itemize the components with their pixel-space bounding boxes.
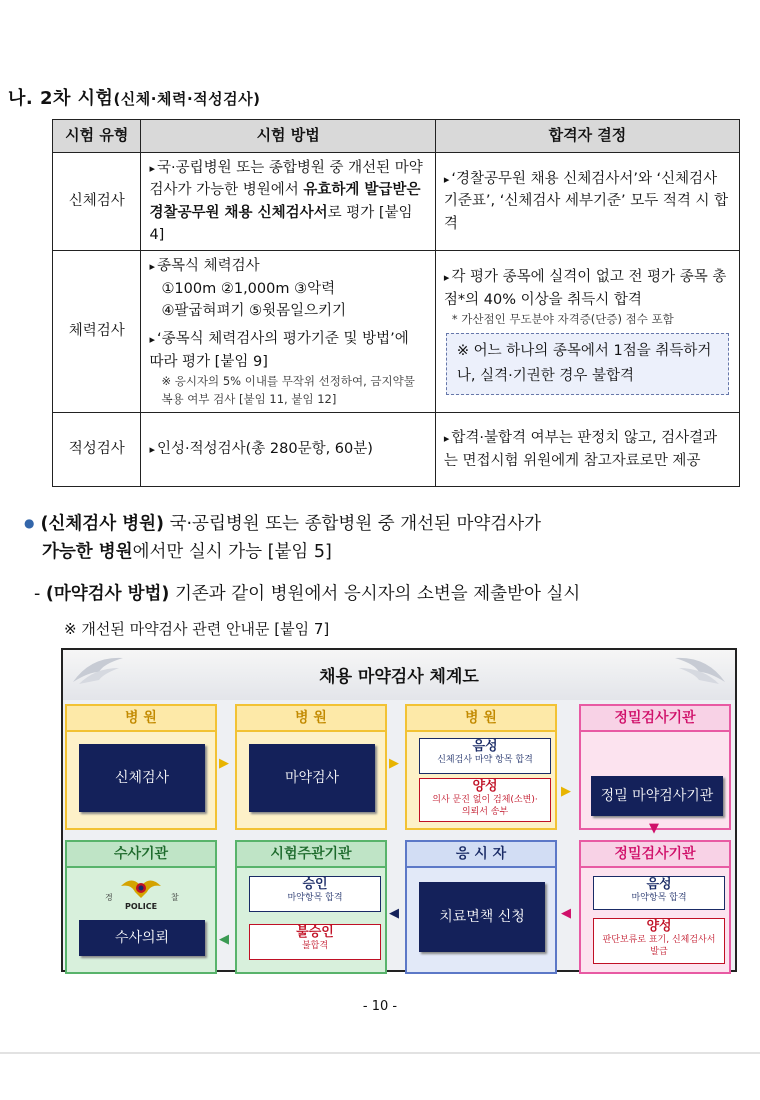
row-type: 적성검사 <box>53 413 141 487</box>
flow-node-hospital-result: 병 원 음성 신체검사 마약 항목 합격 양성 의사 문진 없이 검체(소변)·의뢰서 송부 <box>405 704 557 830</box>
table-row <box>53 153 740 251</box>
page-number: - 10 - <box>362 999 398 1014</box>
row-decision: ▸ 각 평가 종목에 실격이 없고 전 평가 종목 총점*의 40% 이상을 취득시 합격 * 가산점인 무도분야 자격증(단증) 점수 포함 ※ 어느 하나의 종목에서 1점을 취득하거나, 실격·기권한 경우 불합격 <box>435 251 739 413</box>
flow-node-exam-authority: 시험주관기관 승인 마약항목 합격 불승인 불합격 <box>235 840 387 974</box>
divider <box>0 1052 760 1054</box>
arrow-left-icon: ◀ <box>219 932 229 947</box>
result-positive: 양성 판단보류로 표기, 신체검사서 발급 <box>593 918 725 964</box>
result-negative: 음성 마약항목 합격 <box>593 876 725 910</box>
note-box: ※ 어느 하나의 종목에서 1점을 취득하거나, 실격·기권한 경우 불합격 <box>446 333 729 394</box>
arrow-left-icon: ◀ <box>389 906 399 921</box>
arrow-left-icon: ◀ <box>561 906 571 921</box>
paragraph-note: ※ 개선된 마약검사 관련 안내문 [붙임 7] <box>64 620 330 638</box>
exam-table <box>52 119 740 487</box>
section-title-sub: (신체·체력·적성검사) <box>113 90 261 108</box>
result-positive: 양성 의사 문진 없이 검체(소변)·의뢰서 송부 <box>419 778 551 822</box>
row-method: ▸ 인성·적성검사(총 280문항, 60분) <box>141 413 435 487</box>
result-reject: 불승인 불합격 <box>249 924 381 960</box>
header-method: 시험 방법 <box>141 120 435 153</box>
flow-title: 채용 마약검사 체계도 <box>319 667 479 687</box>
flow-diagram <box>61 648 737 972</box>
bullet-dot-icon: ● <box>24 516 35 531</box>
header-decision: 합격자 결정 <box>435 120 739 153</box>
flow-node-precision-lab: 정밀검사기관 정밀 마약검사기관 <box>579 704 731 830</box>
table-row <box>53 251 740 413</box>
section-title <box>8 84 260 110</box>
paragraph-hospital: ● (신체검사 병원) 국·공립병원 또는 종합병원 중 개선된 마약검사가 가능한 병원에서만 실시 가능 [붙임 5] <box>24 514 542 562</box>
arrow-down-icon: ▼ <box>649 821 659 836</box>
flow-node-applicant: 응 시 자 치료면책 신청 <box>405 840 557 974</box>
flow-node-police: 수사기관 경 찰 POLICE 수사의뢰 <box>65 840 217 974</box>
row-decision: ▸ 합격·불합격 여부는 판정치 않고, 검사결과는 면접시험 위원에게 참고자료로만 제공 <box>435 413 739 487</box>
flow-node-hospital-physical: 병 원 신체검사 <box>65 704 217 830</box>
section-title-main: 나. 2차 시험 <box>8 88 114 109</box>
table-header-row <box>53 120 740 153</box>
paragraph-method: - (마약검사 방법) 기존과 같이 병원에서 응시자의 소변을 제출받아 실시 <box>34 584 581 604</box>
result-negative: 음성 신체검사 마약 항목 합격 <box>419 738 551 774</box>
flow-node-precision-lab-result: 정밀검사기관 음성 마약항목 합격 양성 판단보류로 표기, 신체검사서 발급 <box>579 840 731 974</box>
row-type: 신체검사 <box>53 153 141 251</box>
header-type: 시험 유형 <box>53 120 141 153</box>
police-emblem-icon <box>119 874 163 902</box>
result-approve: 승인 마약항목 합격 <box>249 876 381 912</box>
arrow-right-icon: ▶ <box>561 784 571 799</box>
flow-node-hospital-drug: 병 원 마약검사 <box>235 704 387 830</box>
method-text: ▸ 국·공립병원 또는 종합병원 중 개선된 마약검사가 가능한 병원에서 유효하게 발급받은 경찰공무원 채용 신체검사서로 평가 [붙임 4] <box>149 157 426 247</box>
row-decision: ▸ ‘경찰공무원 채용 신체검사서’와 ‘신체검사 기준표’, ‘신체검사 세부기준’ 모두 적격 시 합격 <box>435 153 739 251</box>
row-type: 체력검사 <box>53 251 141 413</box>
arrow-right-icon: ▶ <box>389 756 399 771</box>
row-method: ▸ 종목식 체력검사 ①100m ②1,000m ③악력 ④팔굽혀펴기 ⑤윗몸일으키기 ▸ ‘종목식 체력검사의 평가기준 및 방법’에 따라 평가 [붙임 9] ※ 응시자의 5% 이내를 무작위 선정하여, 금지약물 복용 여부 검사 [붙임 11, 붙임 12] <box>141 251 435 413</box>
table-row <box>53 413 740 487</box>
row-method <box>141 153 435 251</box>
arrow-right-icon: ▶ <box>219 756 229 771</box>
